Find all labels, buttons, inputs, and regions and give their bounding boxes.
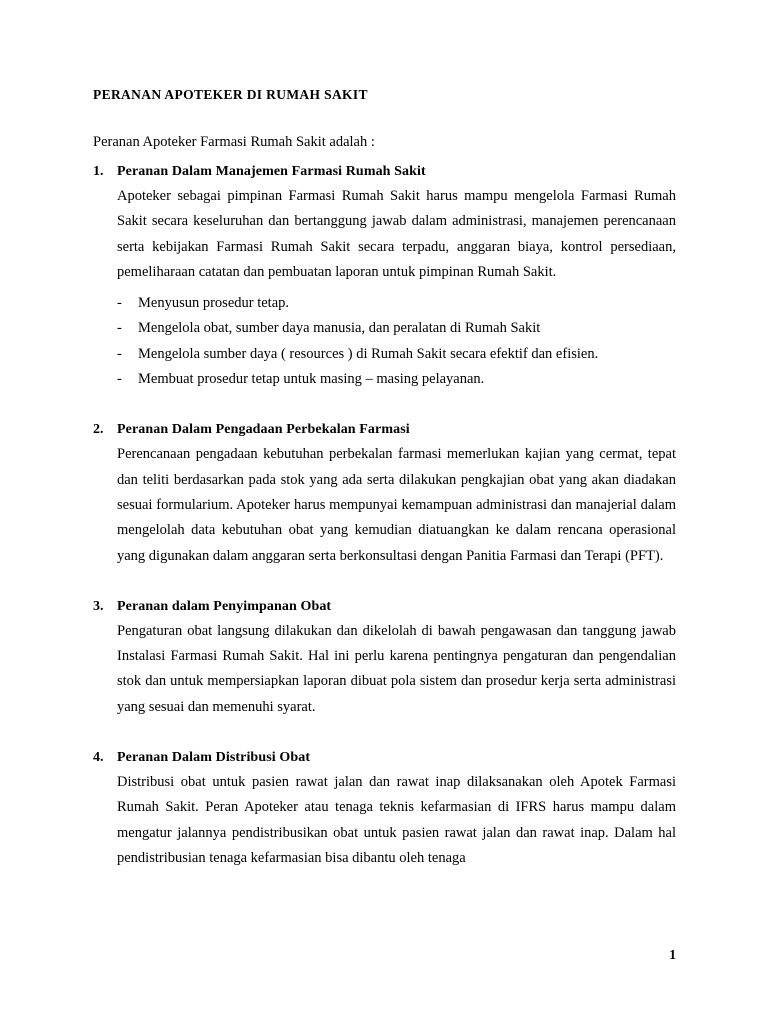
section-heading-text: Peranan Dalam Distribusi Obat [117, 750, 311, 766]
section-item [93, 159, 676, 392]
section-heading-text: Peranan Dalam Pengadaan Perbekalan Farmasi [117, 422, 410, 438]
section-heading [93, 745, 676, 770]
list-item [117, 316, 676, 341]
section-body: Pengaturan obat langsung dilakukan dan dikelolah di bawah pengawasan dan tanggung jawab Instalasi Farmasi Rumah Sakit. Hal ini perlu karena pentingnya pengaturan dan pengendalian stok dan untuk mempersiapkan laporan dibuat pola sistem dan prosedur kerja serta administrasi yang sesuai dan memenuhi syarat. [117, 622, 676, 715]
bullet-list [93, 291, 676, 392]
section-item [93, 594, 676, 720]
bullet-marker: - [117, 320, 122, 337]
sections-container [93, 159, 676, 871]
section-body: Apoteker sebagai pimpinan Farmasi Rumah Sakit harus mampu mengelola Farmasi Rumah Sakit secara keseluruhan dan bertanggung jawab dalam administrasi, manajemen perencanaan serta kebijakan Farmasi Rumah Sakit secara terpadu, anggaran biaya, kontrol persediaan, pemeliharaan catatan dan pembuatan laporan untuk pimpinan Rumah Sakit. [117, 188, 676, 280]
section-number: 4. [93, 750, 104, 766]
bullet-marker: - [117, 345, 122, 362]
section-heading [93, 159, 676, 184]
section-body: Perencanaan pengadaan kebutuhan perbekalan farmasi memerlukan kajian yang cermat, tepat dan teliti berdasarkan pada stok yang ada serta dilakukan pengkajian obat yang akan diadakan sesuai formularium. Apoteker harus mempunyai kemampuan administrasi dan manajerial dalam mengelolah data kebutuhan obat yang kemudian diatuangkan ke dalam rencana operasional yang digunakan dalam anggaran serta berkonsultasi dengan Panitia Farmasi dan Terapi (PFT). [117, 446, 676, 564]
section-item [93, 745, 676, 871]
section-heading [93, 417, 676, 442]
bullet-text: Membuat prosedur tetap untuk masing – masing pelayanan. [138, 371, 485, 388]
section-number: 1. [93, 164, 104, 179]
intro-line: Peranan Apoteker Farmasi Rumah Sakit adalah : [93, 134, 375, 150]
list-item [117, 342, 676, 367]
section-heading [93, 594, 676, 619]
section-number: 3. [93, 598, 104, 614]
bullet-text: Mengelola sumber daya ( resources ) di Rumah Sakit secara efektif dan efisien. [138, 345, 599, 362]
list-item [117, 367, 676, 392]
section-heading-text: Peranan Dalam Manajemen Farmasi Rumah Sakit [117, 164, 426, 179]
section-heading-text: Peranan dalam Penyimpanan Obat [117, 598, 332, 614]
bullet-text: Menyusun prosedur tetap. [138, 295, 290, 312]
bullet-text: Mengelola obat, sumber daya manusia, dan peralatan di Rumah Sakit [138, 320, 541, 337]
section-body: Distribusi obat untuk pasien rawat jalan dan rawat inap dilaksanakan oleh Apotek Farmasi Rumah Sakit. Peran Apoteker atau tenaga teknis kefarmasian di IFRS harus mampu dalam mengatur jalannya pendistribusikan obat untuk pasien rawat jalan dan rawat inap. Dalam hal pendistribusian tenaga kefarmasian bisa dibantu oleh tenaga [117, 774, 676, 866]
section-item [93, 417, 676, 568]
page-number: 1 [669, 947, 676, 962]
page-title: PERANAN APOTEKER DI RUMAH SAKIT [93, 87, 368, 102]
bullet-marker: - [117, 295, 122, 312]
bullet-marker: - [117, 371, 122, 388]
list-item [117, 291, 676, 316]
section-number: 2. [93, 422, 104, 438]
